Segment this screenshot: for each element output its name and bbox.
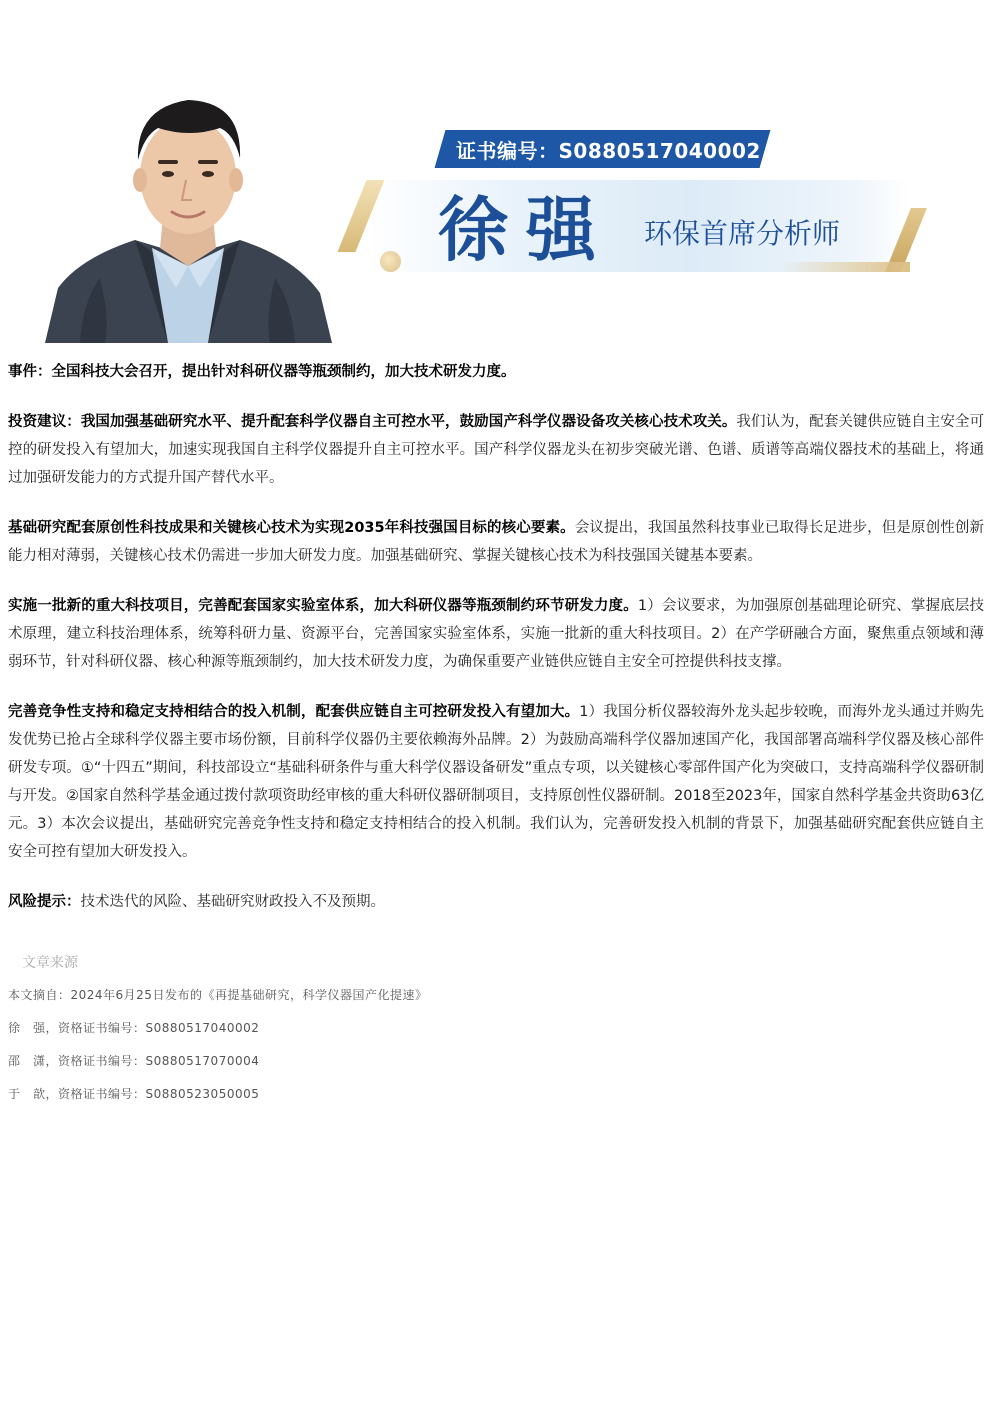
paragraph-major-projects [8,592,984,676]
source-title: 文章来源 [22,955,78,971]
source-line: 邵 潇，资格证书编号：S0880517070004 [8,1054,260,1068]
paragraph-text: 我们认为，配套关键供应链自主安全可控的研发投入有望加大，加速实现我国自主科学仪器提升自主可控水平。国产科学仪器龙头在初步突破光谱、色谱、质谱等高端仪器技术的基础上，将通过加强研发能力的方式提升国产替代水平。 [8,414,984,486]
article-body [8,358,984,938]
certificate-banner [440,130,765,168]
analyst-name: 徐强 [438,188,614,271]
paragraph-heading: 实施一批新的重大科技项目，完善配套国家实验室体系，加大科研仪器等瓶颈制约环节研发力度。 [8,598,638,614]
analyst-banner [0,0,992,345]
paragraph-heading: 风险提示： [8,894,81,910]
paragraph-text: 技术迭代的风险、基础研究财政投入不及预期。 [80,894,385,910]
paragraph-heading: 基础研究配套原创性科技成果和关键核心技术为实现2035年科技强国目标的核心要素。 [8,520,575,536]
paragraph-investment-advice [8,408,984,492]
paragraph-basic-research [8,514,984,570]
paragraph-heading: 完善竞争性支持和稳定支持相结合的投入机制，配套供应链自主可控研发投入有望加大。 [8,704,580,720]
paragraph-text: 会议提出，我国虽然科技事业已取得长足进步，但是原创性创新能力相对薄弱，关键核心技术仍需进一步加大研发力度。加强基础研究、掌握关键核心技术为科技强国关键基本要素。 [8,520,985,564]
gold-accent-bottom [780,262,910,272]
paragraph-funding-mechanism [8,698,984,866]
analyst-photo [40,88,335,343]
source-line: 徐 强，资格证书编号：S0880517040002 [8,1021,260,1035]
paragraph-text: 1）我国分析仪器较海外龙头起步较晚，而海外龙头通过并购先发优势已抢占全球科学仪器主要市场份额，目前科学仪器仍主要依赖海外品牌。2）为鼓励高端科学仪器加速国产化，我国部署高端科学仪器及核心部件研发专项。①“十四五”期间，科技部设立“基础科研条件与重大科学仪器设备研发”重点专项，以关键核心零部件国产化为突破口，支持高端科学仪器研制与开发。②国家自然科学基金通过拨付款项资助经审核的重大科研仪器研制项目，支持原创性仪器研制。2018至2023年，国家自然科学基金共资助63亿元。3）本次会议提出，基础研究完善竞争性支持和稳定支持相结合的投入机制。我们认为，完善研发投入机制的背景下，加强基础研究配套供应链自主安全可控有望加大研发投入。 [8,704,984,860]
analyst-role: 环保首席分析师 [644,217,841,250]
paragraph-heading: 事件：全国科技大会召开，提出针对科研仪器等瓶颈制约，加大技术研发力度。 [8,364,516,380]
article-source [8,950,984,1118]
gold-dot [380,251,401,272]
certificate-number: 证书编号：S0880517040002 [456,139,761,163]
paragraph-event [8,358,984,386]
paragraph-heading: 投资建议：我国加强基础研究水平、提升配套科学仪器自主可控水平，鼓励国产科学仪器设备攻关核心技术攻关。 [8,414,737,430]
paragraph-text: 1）会议要求，为加强原创基础理论研究、掌握底层技术原理，建立科技治理体系，统筹科研力量、资源平台，完善国家实验室体系，实施一批新的重大科技项目。2）在产学研融合方面，聚焦重点领域和薄弱环节，针对科研仪器、核心种源等瓶颈制约，加大技术研发力度，为确保重要产业链供应链自主安全可控提供科技支撑。 [8,598,984,670]
source-line: 于 歆，资格证书编号：S0880523050005 [8,1087,260,1101]
source-line: 本文摘自：2024年6月25日发布的《再提基础研究，科学仪器国产化提速》 [8,988,428,1002]
paragraph-risk [8,888,984,916]
